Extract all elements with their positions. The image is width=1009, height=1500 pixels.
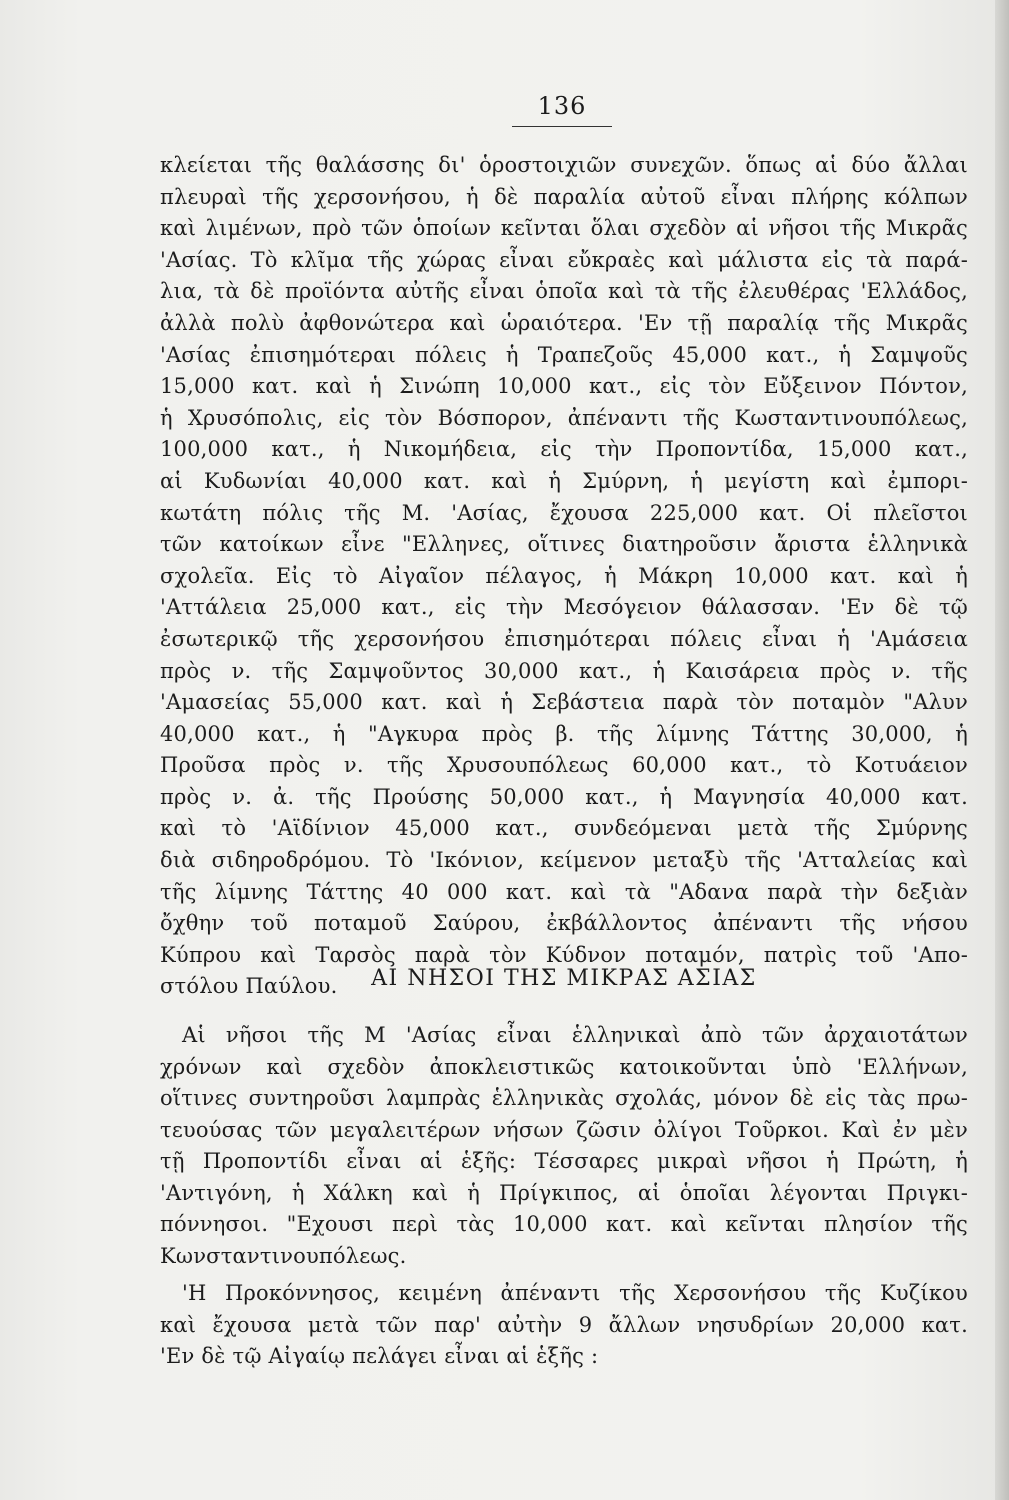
text-line: 'Αντιγόνη, ἡ Χάλκη καὶ ἡ Πρίγκιπος, αἱ ὁποῖαι λέγονται Πριγκι- <box>160 1180 968 1205</box>
text-line: στόλου Παύλου. <box>160 974 338 999</box>
text-line: κλείεται τῆς θαλάσσης δι' ὁροστοιχιῶν συνεχῶν. ὅπως αἱ δύο ἄλλαι <box>160 153 968 177</box>
paragraph-2 <box>160 1020 968 1272</box>
text-line: τῶν κατοίκων εἶνε "Ελληνες, οἵτινες διατηροῦσιν ἄριστα ἑλληνικὰ <box>160 532 968 557</box>
text-line: 'Αμασείας 55,000 κατ. καὶ ἡ Σεβάστεια παρὰ τὸν ποταμὸν "Αλυν <box>160 690 968 715</box>
text-line: 40,000 κατ., ἡ "Αγκυρα πρὸς β. τῆς λίμνης Τάττης 30,000, ἡ <box>160 721 968 746</box>
text-line: κωτάτη πόλις τῆς Μ. 'Ασίας, ἔχουσα 225,000 κατ. Οἱ πλεῖστοι <box>160 500 968 525</box>
text-line: 'Αττάλεια 25,000 κατ., εἰς τὴν Μεσόγειον θάλασσαν. 'Εν δὲ τῷ <box>160 595 968 620</box>
text-line: σχολεῖα. Εἰς τὸ Αἰγαῖον πέλαγος, ἡ Μάκρη 10,000 κατ. καὶ ἡ <box>160 563 968 588</box>
text-line: καὶ ἔχουσα μετὰ τῶν παρ' αὐτὴν 9 ἄλλων νησυδρίων 20,000 κατ. <box>160 1312 968 1337</box>
text-line: 'Η Προκόννησος, κειμένη ἀπέναντι τῆς Χερσονήσου τῆς Κυζίκου <box>182 1281 968 1305</box>
text-line: ἀλλὰ πολὺ ἀφθονώτερα καὶ ὡραιότερα. 'Εν τῇ παραλίᾳ τῆς Μικρᾶς <box>160 310 968 335</box>
text-line: χρόνων καὶ σχεδὸν ἀποκλειστικῶς κατοικοῦνται ὑπὸ 'Ελλήνων, <box>160 1054 968 1079</box>
text-line: ὄχθην τοῦ ποταμοῦ Σαύρου, ἐκβάλλοντος ἀπέναντι τῆς νήσου <box>160 911 968 936</box>
text-line: καὶ τὸ 'Αϊδίνιον 45,000 κατ., συνδεόμεναι μετὰ τῆς Σμύρνης <box>160 816 968 841</box>
text-line: αἱ Κυδωνίαι 40,000 κατ. καὶ ἡ Σμύρνη, ἡ μεγίστη καὶ ἐμπορι- <box>160 468 968 493</box>
text-line: Κωνσταντινουπόλεως. <box>160 1243 407 1268</box>
text-line: διὰ σιδηροδρόμου. Τὸ 'Ικόνιον, κείμενον μεταξὺ τῆς 'Ατταλείας καὶ <box>160 848 968 873</box>
text-line: ἐσωτερικῷ τῆς χερσονήσου ἐπισημότεραι πόλεις εἶναι ἡ 'Αμάσεια <box>160 626 968 651</box>
text-line: 'Ασίας. Τὸ κλῖμα τῆς χώρας εἶναι εὔκραὲς καὶ μάλιστα εἰς τὰ παρά- <box>160 247 968 272</box>
text-line: πρὸς ν. ἀ. τῆς Προύσης 50,000 κατ., ἡ Μαγνησία 40,000 κατ. <box>160 784 968 809</box>
text-line: 15,000 κατ. καὶ ἡ Σινώπη 10,000 κατ., εἰς τὸν Εὔξεινον Πόντον, <box>160 374 968 399</box>
text-line: τῇ Προποντίδι εἶναι αἱ ἑξῆς: Τέσσαρες μικραὶ νῆσοι ἡ Πρώτη, ἡ <box>160 1149 968 1173</box>
page-number: 136 <box>537 92 587 120</box>
text-line: πόννησοι. "Εχουσι περὶ τὰς 10,000 κατ. καὶ κεῖνται πλησίον τῆς <box>160 1212 968 1236</box>
section-heading: ΑΙ ΝΗΣΟΙ ΤΗΣ ΜΙΚΡΑΣ ΑΣΙΑΣ <box>371 966 757 991</box>
text-line: Προῦσα πρὸς ν. τῆς Χρυσουπόλεως 60,000 κατ., τὸ Κοτυάειον <box>160 753 968 778</box>
text-line: Κύπρου καὶ Ταρσὸς παρὰ τὸν Κύδνον ποταμόν, πατρὶς τοῦ 'Απο- <box>160 942 968 967</box>
text-line: 100,000 κατ., ἡ Νικομήδεια, εἰς τὴν Προποντίδα, 15,000 κατ., <box>160 437 968 462</box>
text-line: 'Ασίας ἐπισημότεραι πόλεις ἡ Τραπεζοῦς 45,000 κατ., ἡ Σαμψοῦς <box>160 342 968 367</box>
text-line: καὶ λιμένων, πρὸ τῶν ὁποίων κεῖνται ὅλαι σχεδὸν αἱ νῆσοι τῆς Μικρᾶς <box>160 216 968 241</box>
text-line: ἡ Χρυσόπολις, εἰς τὸν Βόσπορον, ἀπέναντι τῆς Κωσταντινουπόλεως, <box>160 405 968 430</box>
text-line: 'Εν δὲ τῷ Αἰγαίῳ πελάγει εἶναι αἱ ἑξῆς : <box>160 1344 599 1368</box>
text-line: οἵτινες συντηροῦσι λαμπρὰς ἑλληνικὰς σχολάς, μόνον δὲ εἰς τὰς πρω- <box>160 1086 968 1110</box>
paragraph-3 <box>160 1278 968 1373</box>
section-body <box>160 1020 968 1373</box>
text-line: πλευραὶ τῆς χερσονήσου, ἡ δὲ παραλία αὐτοῦ εἶναι πλήρης κόλπων <box>160 184 968 209</box>
text-line: πρὸς ν. τῆς Σαμψοῦντος 30,000 κατ., ἡ Καισάρεια πρὸς ν. τῆς <box>160 658 968 683</box>
page-number-rule <box>512 126 612 127</box>
text-line: τῆς λίμνης Τάττης 40 000 κατ. καὶ τὰ "Αδανα παρὰ τὴν δεξιὰν <box>160 879 968 904</box>
page-edge-shadow <box>995 0 1009 1500</box>
text-line: Αἱ νῆσοι τῆς Μ 'Ασίας εἶναι ἑλληνικαὶ ἀπὸ τῶν ἀρχαιοτάτων <box>182 1023 968 1047</box>
text-line: λια, τὰ δὲ προϊόντα αὐτῆς εἶναι ὁποῖα καὶ τὰ τῆς ἐλευθέρας 'Ελλάδος, <box>160 279 968 304</box>
text-line: τευούσας τῶν μεγαλειτέρων νήσων ζῶσιν ὀλίγοι Τοῦρκοι. Καὶ ἐν μὲν <box>160 1117 968 1142</box>
paragraph-1 <box>160 150 968 1003</box>
